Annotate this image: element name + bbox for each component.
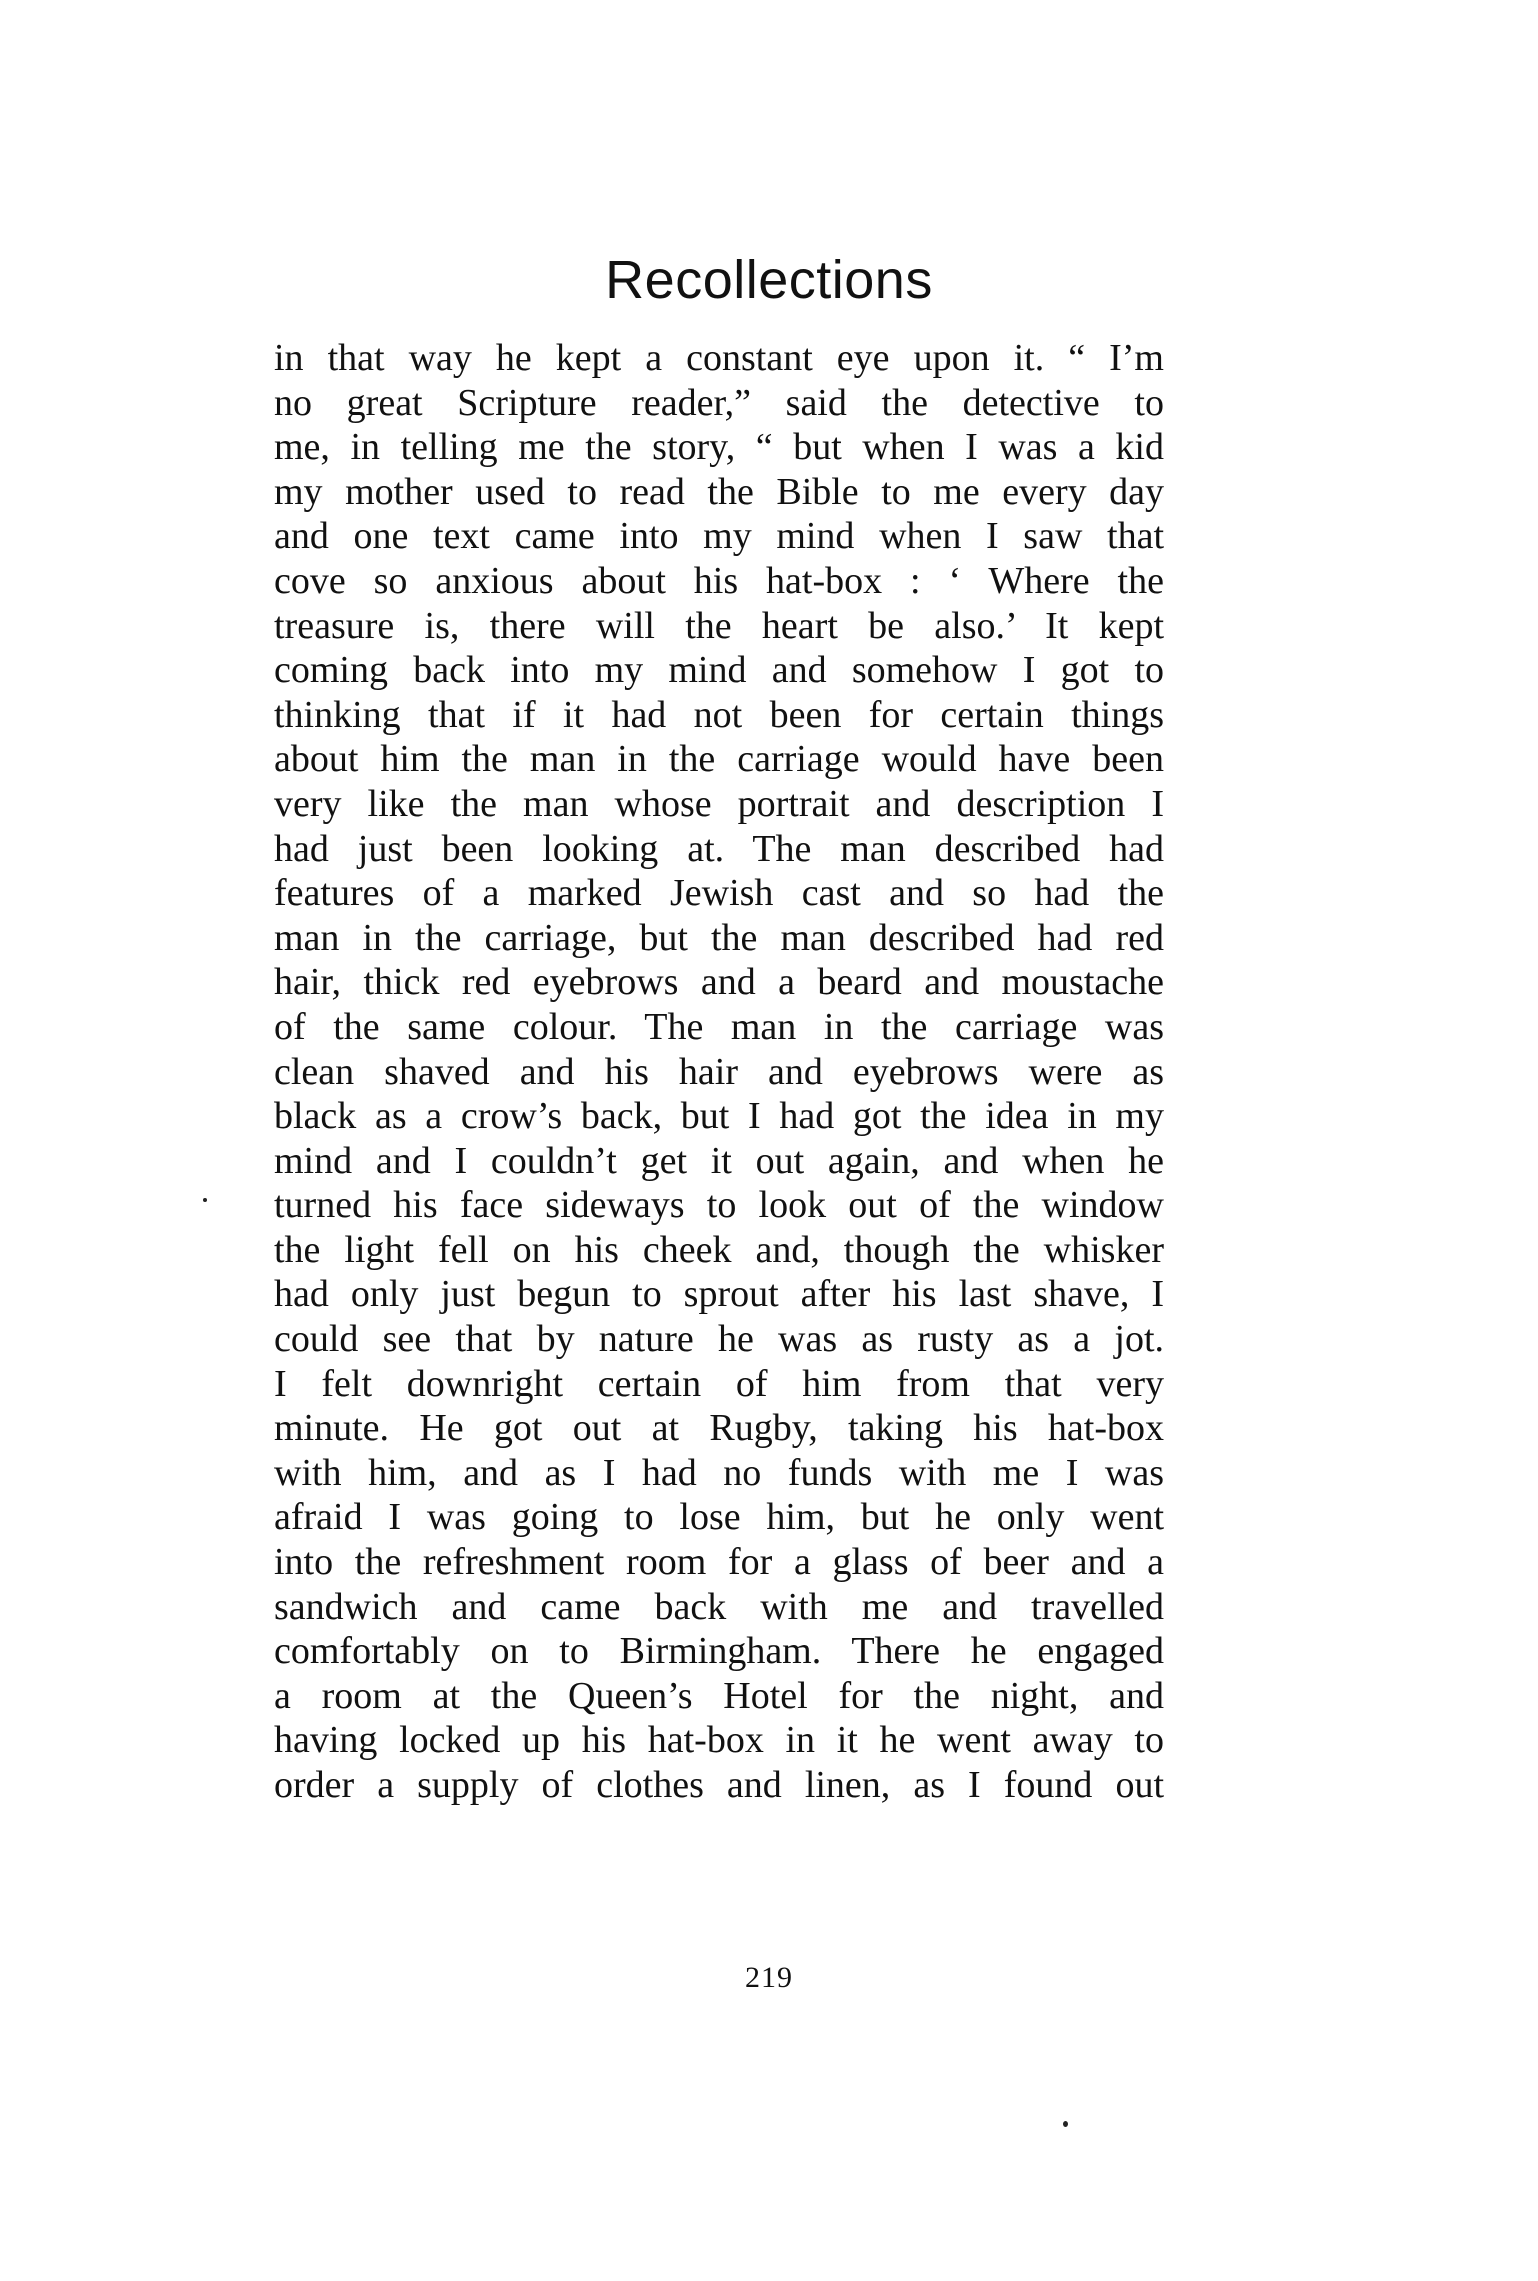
text-line: could see that by nature he was as rusty as a jot. (274, 1318, 1164, 1361)
text-line: sandwich and came back with me and travelled (274, 1585, 1164, 1628)
text-line: had only just begun to sprout after his last shave, I (274, 1273, 1164, 1316)
text-line: hair, thick red eyebrows and a beard and moustache (274, 961, 1164, 1004)
text-line: the light fell on his cheek and, though the whisker (274, 1228, 1164, 1271)
text-line: in that way he kept a constant eye upon it. “ I’m (274, 337, 1164, 379)
text-line: afraid I was going to lose him, but he only went (274, 1496, 1164, 1539)
text-line: and one text came into my mind when I saw that (274, 515, 1164, 558)
text-line: features of a marked Jewish cast and so had the (274, 872, 1164, 915)
text-line: a room at the Queen’s Hotel for the night, and (274, 1674, 1164, 1717)
text-line: black as a crow’s back, but I had got the idea in my (274, 1095, 1164, 1138)
print-speck (203, 1198, 207, 1202)
text-line: no great Scripture reader,” said the detective to (274, 381, 1164, 424)
text-line: into the refreshment room for a glass of beer and a (274, 1541, 1164, 1584)
text-line: comfortably on to Birmingham. There he engaged (274, 1630, 1164, 1673)
text-line: thinking that if it had not been for certain things (274, 693, 1164, 736)
text-line: having locked up his hat-box in it he went away to (274, 1719, 1164, 1762)
text-line: my mother used to read the Bible to me every day (274, 470, 1164, 513)
running-head: Recollections (605, 250, 933, 310)
text-line: very like the man whose portrait and description I (274, 782, 1164, 825)
text-line: turned his face sideways to look out of the window (274, 1184, 1164, 1227)
text-line: I felt downright certain of him from that very (274, 1362, 1164, 1405)
text-line: of the same colour. The man in the carriage was (274, 1005, 1164, 1048)
text-line: order a supply of clothes and linen, as I found out (274, 1764, 1164, 1806)
text-line: cove so anxious about his hat-box : ‘ Where the (274, 559, 1164, 602)
text-line: coming back into my mind and somehow I got to (274, 649, 1164, 692)
text-line: clean shaved and his hair and eyebrows were as (274, 1050, 1164, 1093)
page-number: 219 (745, 1961, 793, 1994)
text-line: man in the carriage, but the man described had red (274, 916, 1164, 959)
text-line: minute. He got out at Rugby, taking his hat-box (274, 1407, 1164, 1450)
print-speck (1063, 2121, 1068, 2127)
text-line: with him, and as I had no funds with me I was (274, 1451, 1164, 1494)
text-line: about him the man in the carriage would have been (274, 738, 1164, 781)
text-line: had just been looking at. The man described had (274, 827, 1164, 870)
body-text (274, 336, 1164, 1808)
text-line: treasure is, there will the heart be also.’ It kept (274, 604, 1164, 647)
text-line: me, in telling me the story, “ but when I was a kid (274, 426, 1164, 469)
text-line: mind and I couldn’t get it out again, and when he (274, 1139, 1164, 1182)
